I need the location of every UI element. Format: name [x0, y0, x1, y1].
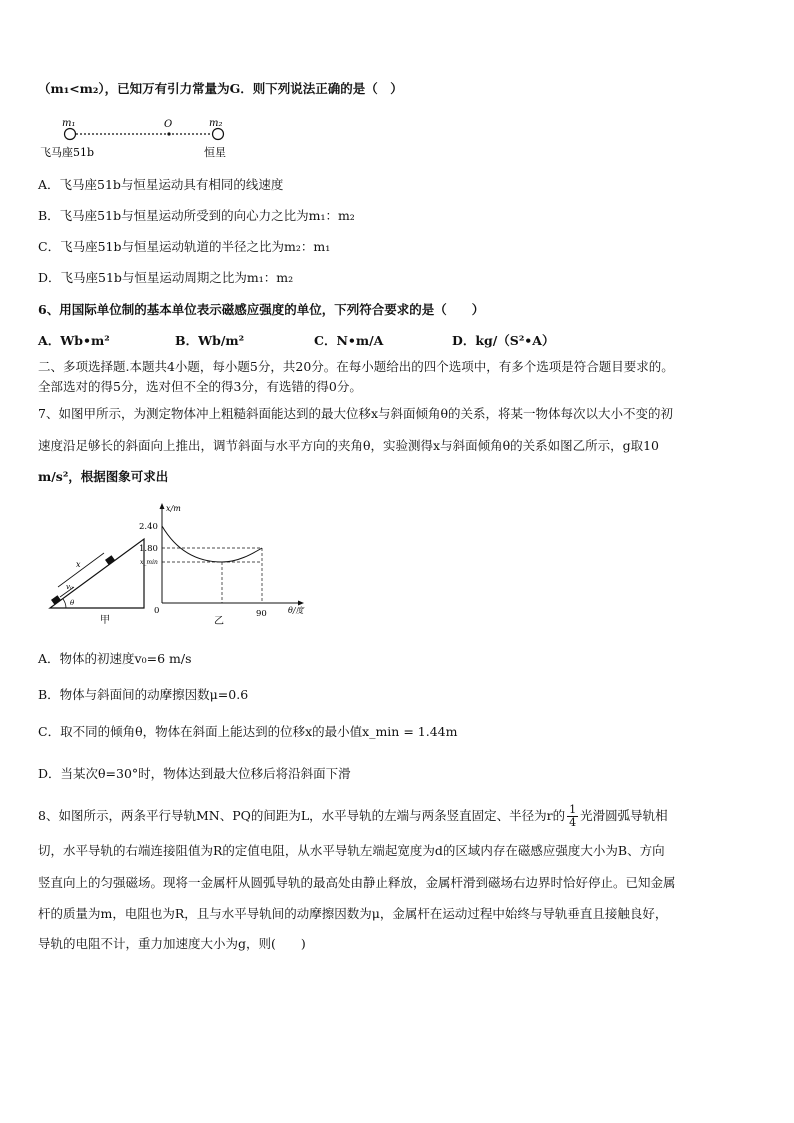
incline-caption: 甲 — [100, 615, 110, 625]
q8-line1 — [38, 804, 668, 829]
x-tick-90: 90 — [256, 609, 267, 619]
x-dimension — [58, 553, 104, 587]
theta-arc — [63, 599, 66, 608]
q5-option-a: A．飞马座51b与恒星运动具有相同的线速度 — [38, 177, 284, 192]
x-theta-curve — [162, 526, 262, 562]
q5-option-b: B．飞马座51b与恒星运动所受到的向心力之比为m₁：m₂ — [38, 208, 355, 223]
q7-line1: 7、如图甲所示，为测定物体冲上粗糙斜面能达到的最大位移x与斜面倾角θ的关系，将某一物体每次以大小不变的初 — [38, 406, 674, 421]
graph-caption: 乙 — [214, 616, 224, 627]
q8-line3: 竖直向上的匀强磁场。现将一金属杆从圆弧导轨的最高处由静止释放，金属杆滑到磁场右边界时恰好停止。已知金属 — [38, 875, 676, 890]
q7-line2: 速度沿足够长的斜面向上推出，调节斜面与水平方向的夹角θ，实验测得x与斜面倾角θ的关系如图乙所示，g取10 — [38, 438, 660, 453]
q6-option-d: D．kg/（S²•A） — [452, 333, 555, 348]
q5-option-d: D．飞马座51b与恒星运动周期之比为m₁：m₂ — [38, 270, 294, 285]
x-axis-arrow — [298, 601, 304, 606]
y-axis-arrow — [160, 503, 165, 509]
m1-label: m₁ — [62, 118, 76, 129]
q7-option-c: C．取不同的倾角θ，物体在斜面上能达到的位移x的最小值x_min = 1.44m — [38, 724, 458, 739]
q8-line1-a: 8、如图所示，两条平行导轨MN、PQ的间距为L，水平导轨的左端与两条竖直固定、半径为r的 — [38, 808, 566, 823]
q8-line5: 导轨的电阻不计，重力加速度大小为g，则( ) — [38, 936, 306, 951]
left-caption: 飞马座51b — [40, 146, 95, 159]
quarter-fraction — [567, 804, 578, 829]
theta-label: θ — [70, 599, 75, 607]
fraction-top: 1 — [569, 803, 577, 816]
x-axis-label: θ/度 — [288, 606, 304, 615]
y-tick-240: 2.40 — [139, 522, 158, 532]
m2-label: m₂ — [209, 118, 223, 129]
q5-stem-tail: （m₁<m₂），已知万有引力常量为G．则下列说法正确的是（ ） — [38, 81, 403, 96]
x-label: x — [76, 560, 81, 569]
q7-option-d: D．当某次θ=30°时，物体达到最大位移后将沿斜面下滑 — [38, 766, 351, 781]
v0-label: v₀ — [66, 583, 73, 591]
q7-option-b: B．物体与斜面间的动摩擦因数μ=0.6 — [38, 687, 249, 702]
q6-stem: 6、用国际单位制的基本单位表示磁感应强度的单位，下列符合要求的是（ ） — [38, 302, 485, 317]
q6-option-c: C．N•m/A — [314, 333, 384, 348]
y-tick-xmin: x_min — [140, 559, 158, 566]
q8-line4: 杆的质量为m，电阻也为R，且与水平导轨间的动摩擦因数为μ，金属杆在运动过程中始终与导轨垂直且接触良好， — [38, 906, 668, 921]
m1-dot — [65, 129, 76, 140]
origin-label: 0 — [154, 606, 160, 616]
q5-option-c: C．飞马座51b与恒星运动轨道的半径之比为m₂：m₁ — [38, 239, 331, 254]
right-caption: 恒星 — [204, 146, 226, 159]
fraction-bottom: 4 — [569, 816, 577, 829]
section2-line2: 全部选对的得5分，选对但不全的得3分，有选错的得0分。 — [38, 379, 362, 394]
q7-figure-graph — [130, 500, 316, 628]
q7-option-a: A．物体的初速度v₀=6 m/s — [38, 651, 192, 666]
q6-option-b: B．Wb/m² — [175, 333, 245, 348]
y-axis-label: x/m — [166, 504, 181, 513]
o-label: O — [164, 119, 173, 130]
block-top — [105, 555, 115, 565]
o-point — [167, 132, 170, 135]
block-bottom — [51, 595, 61, 605]
q8-line1-b: 光滑圆弧导轨相 — [580, 808, 668, 823]
m2-dot — [213, 129, 224, 140]
q7-line3: m/s²，根据图象可求出 — [38, 469, 169, 484]
section2-line1: 二、多项选择题.本题共4小题，每小题5分，共20分。在每小题给出的四个选项中，有多个选项是符合题目要求的。 — [38, 359, 674, 374]
q8-line2: 切，水平导轨的右端连接阻值为R的定值电阻，从水平导轨左端起宽度为d的区域内存在磁感应强度大小为B、方向 — [38, 843, 665, 858]
q5-figure — [38, 116, 258, 162]
q6-option-a: A．Wb•m² — [38, 333, 110, 348]
y-tick-180: 1.80 — [139, 544, 158, 554]
